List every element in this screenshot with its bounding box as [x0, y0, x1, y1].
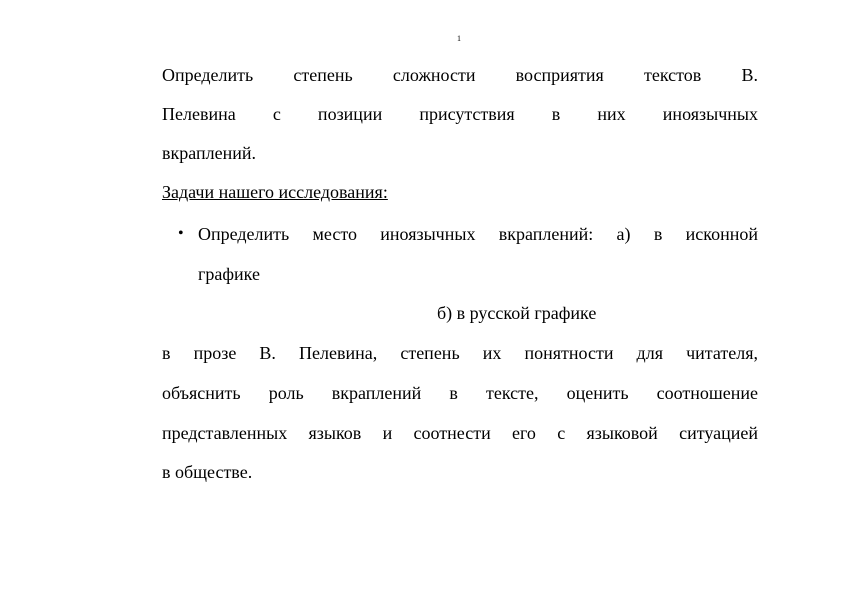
bullet-item-line-2: графике: [198, 264, 260, 284]
bullet-sub-item: б) в русской графике: [437, 303, 597, 323]
page-number: 1: [457, 34, 461, 43]
paragraph2-line-1: в прозе В. Пелевина, степень их понятности для читателя,: [162, 343, 758, 363]
bullet-item-line-1: Определить место иноязычных вкраплений: а) в исконной: [198, 224, 758, 244]
paragraph2-line-4: в обществе.: [162, 462, 253, 482]
tasks-heading: Задачи нашего исследования:: [162, 182, 388, 202]
paragraph1-line-1: Определить степень сложности восприятия текстов В.: [162, 65, 758, 85]
bullet-marker: •: [178, 225, 184, 242]
paragraph1-line-2: Пелевина с позиции присутствия в них иноязычных: [162, 104, 758, 124]
paragraph2-line-2: объяснить роль вкраплений в тексте, оценить соотношение: [162, 383, 758, 403]
paragraph1-line-3: вкраплений.: [162, 143, 256, 163]
paragraph2-line-3: представленных языков и соотнести его с языковой ситуацией: [162, 423, 758, 443]
